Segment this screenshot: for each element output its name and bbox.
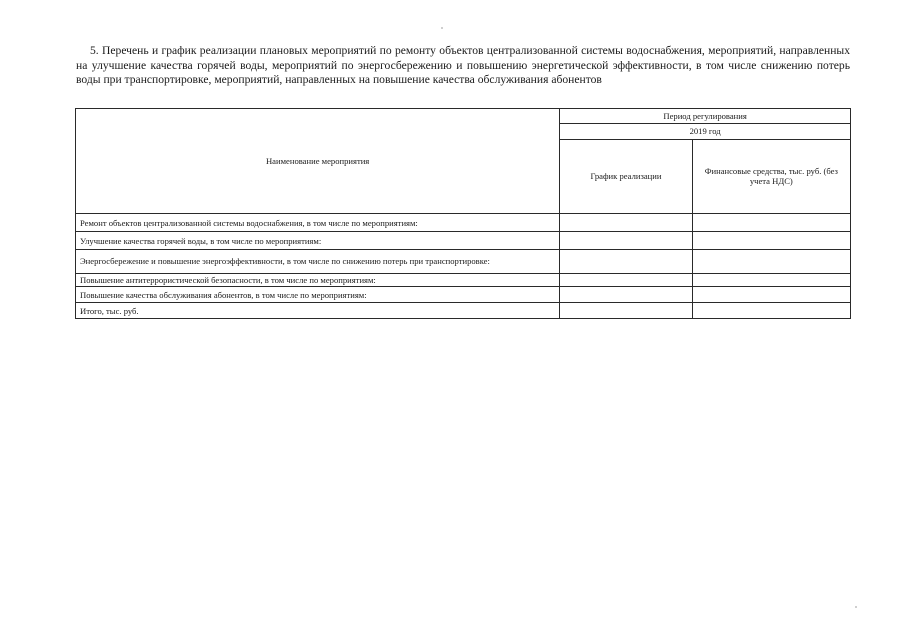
table-row xyxy=(76,287,851,303)
cell-schedule xyxy=(560,214,692,232)
scan-speck xyxy=(855,606,857,608)
row-label-total: Итого, тыс. руб. xyxy=(76,303,560,319)
table-row-total xyxy=(76,303,851,319)
header-period: Период регулирования xyxy=(560,109,851,124)
cell-schedule xyxy=(560,303,692,319)
plan-table xyxy=(75,108,851,319)
header-schedule: График реализации xyxy=(560,139,692,213)
cell-finance xyxy=(692,274,850,287)
cell-finance xyxy=(692,287,850,303)
cell-schedule xyxy=(560,274,692,287)
row-label: Повышение качества обслуживания абонентов, в том числе по мероприятиям: xyxy=(76,287,560,303)
table-row xyxy=(76,232,851,250)
row-label: Улучшение качества горячей воды, в том числе по мероприятиям: xyxy=(76,232,560,250)
row-label: Энергосбережение и повышение энергоэффективности, в том числе по снижению потерь при транспортировке: xyxy=(76,250,560,274)
header-finance: Финансовые средства, тыс. руб. (без учета НДС) xyxy=(692,139,850,213)
row-label: Ремонт объектов централизованной системы водоснабжения, в том числе по мероприятиям: xyxy=(76,214,560,232)
cell-schedule xyxy=(560,287,692,303)
table-row xyxy=(76,274,851,287)
cell-schedule xyxy=(560,250,692,274)
cell-finance xyxy=(692,303,850,319)
cell-finance xyxy=(692,214,850,232)
scan-speck xyxy=(441,27,443,29)
cell-finance xyxy=(692,250,850,274)
cell-finance xyxy=(692,232,850,250)
table-header-row xyxy=(76,109,851,124)
header-year: 2019 год xyxy=(560,124,851,139)
header-name: Наименование мероприятия xyxy=(76,109,560,214)
row-label: Повышение антитеррористической безопасности, в том числе по мероприятиям: xyxy=(76,274,560,287)
table-row xyxy=(76,250,851,274)
table-row xyxy=(76,214,851,232)
cell-schedule xyxy=(560,232,692,250)
section-heading: 5. Перечень и график реализации плановых мероприятий по ремонту объектов централизованной системы водоснабжения, мероприятий, направленных на улучшение качества горячей воды, мероприятий по энергосбережению и повышению энергетической эффективности, в том числе снижению потерь воды при транспортировке, мероприятий, направленных на повышение качества обслуживания абонентов xyxy=(76,44,850,86)
